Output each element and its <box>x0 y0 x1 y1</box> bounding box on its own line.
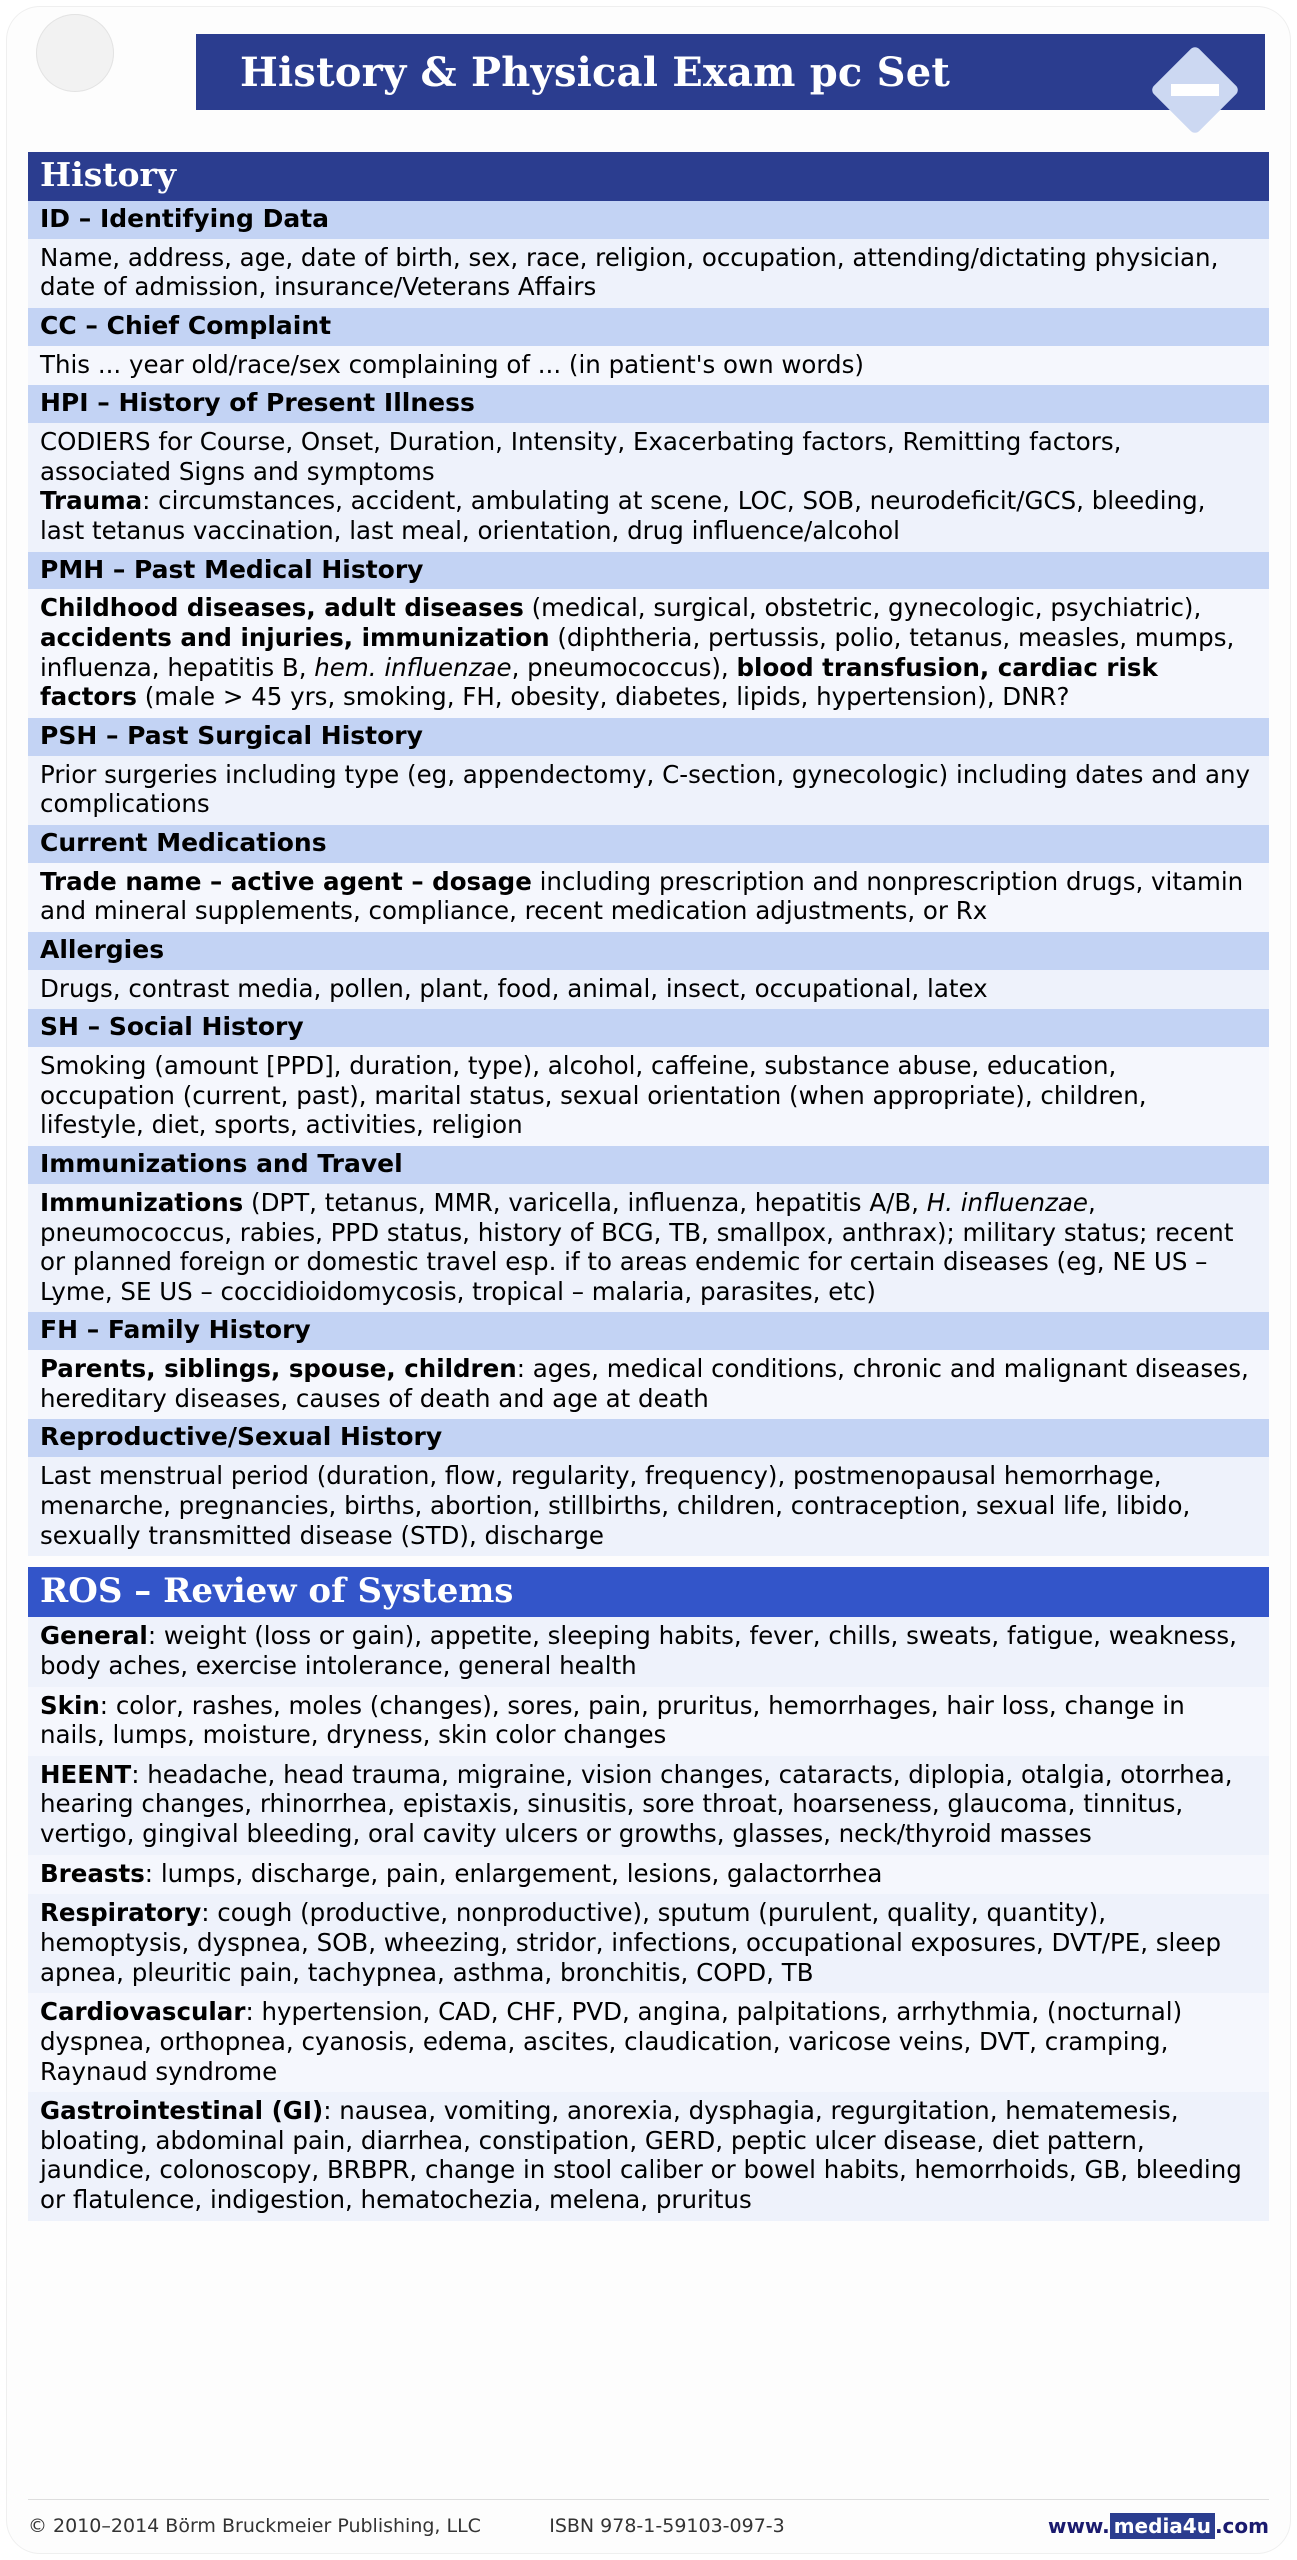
content-row: HEENT: headache, head trauma, migraine, vision changes, cataracts, diplopia, otalgia, otorrhea, hearing changes, rhinorrhea, epistaxis, sinusitis, sore throat, hoarseness, glaucoma, tinnitus, vertigo, gingival bleeding, oral cavity ulcers or growths, glasses, neck/thyroid masses <box>28 1756 1269 1855</box>
section-rows-history <box>28 201 1269 1556</box>
content-row: Name, address, age, date of birth, sex, race, religion, occupation, attending/dictating physician, date of admission, insurance/Veterans Affairs <box>28 239 1269 308</box>
content-row: CODIERS for Course, Onset, Duration, Intensity, Exacerbating factors, Remitting factors, associated Signs and symptoms Trauma: circumstances, accident, ambulating at scene, LOC, SOB, neurodeficit/GCS, bleeding, last tetanus vaccination, last meal, orientation, drug influence/alcohol <box>28 423 1269 552</box>
subsection-header: CC – Chief Complaint <box>28 308 1269 346</box>
publisher-brand <box>971 2513 1269 2539</box>
card-content <box>28 152 1269 2221</box>
section-header-history: History <box>28 152 1269 201</box>
content-row: Parents, siblings, spouse, children: ages, medical conditions, chronic and malignant diseases, hereditary diseases, causes of death and age at death <box>28 1350 1269 1419</box>
content-row: Prior surgeries including type (eg, appendectomy, C-section, gynecologic) including dates and any complications <box>28 756 1269 825</box>
brand-www: www. <box>1047 2514 1110 2538</box>
brand-tld: .com <box>1214 2514 1269 2538</box>
content-row: General: weight (loss or gain), appetite, sleeping habits, fever, chills, sweats, fatigue, weakness, body aches, exercise intolerance, general health <box>28 1617 1269 1686</box>
subsection-header: Reproductive/Sexual History <box>28 1419 1269 1457</box>
subsection-header: PMH – Past Medical History <box>28 552 1269 590</box>
isbn-text: ISBN 978-1-59103-097-3 <box>549 2515 785 2537</box>
content-row: Respiratory: cough (productive, nonproductive), sputum (purulent, quality, quantity), hemoptysis, dyspnea, SOB, wheezing, stridor, infections, occupational exposures, DVT/PE, sleep apnea, pleuritic pain, tachypnea, asthma, bronchitis, COPD, TB <box>28 1894 1269 1993</box>
brand-name: media4u <box>1110 2513 1215 2539</box>
section-rows-ros <box>28 1617 1269 2221</box>
subsection-header: ID – Identifying Data <box>28 201 1269 239</box>
subsection-header: FH – Family History <box>28 1312 1269 1350</box>
content-row: Trade name – active agent – dosage including prescription and nonprescription drugs, vitamin and mineral supplements, compliance, recent medication adjustments, or Rx <box>28 863 1269 932</box>
copyright-text: © 2010–2014 Börm Bruckmeier Publishing, LLC <box>28 2515 481 2537</box>
content-row: Last menstrual period (duration, flow, regularity, frequency), postmenopausal hemorrhage, menarche, pregnancies, births, abortion, stillbirths, children, contraception, sexual life, libido, sexually transmitted disease (STD), discharge <box>28 1457 1269 1556</box>
content-row: Skin: color, rashes, moles (changes), sores, pain, pruritus, hemorrhages, hair loss, change in nails, lumps, moisture, dryness, skin color changes <box>28 1687 1269 1756</box>
content-row: Immunizations (DPT, tetanus, MMR, varicella, influenza, hepatitis A/B, H. influenzae, pneumococcus, rabies, PPD status, history of BCG, TB, smallpox, anthrax); military status; recent or planned foreign or domestic travel esp. if to areas endemic for certain diseases (eg, NE US – Lyme, SE US – coccidioidomycosis, tropical – malaria, parasites, etc) <box>28 1184 1269 1313</box>
title-bar <box>196 34 1265 110</box>
subsection-header: Current Medications <box>28 825 1269 863</box>
subsection-header: SH – Social History <box>28 1009 1269 1047</box>
footer <box>28 2499 1269 2546</box>
content-row: Drugs, contrast media, pollen, plant, food, animal, insect, occupational, latex <box>28 970 1269 1010</box>
page-title: History & Physical Exam pc Set <box>240 48 951 96</box>
subsection-header: PSH – Past Surgical History <box>28 718 1269 756</box>
content-row: This ... year old/race/sex complaining of ... (in patient's own words) <box>28 346 1269 386</box>
subsection-header: Immunizations and Travel <box>28 1146 1269 1184</box>
subsection-header: HPI – History of Present Illness <box>28 385 1269 423</box>
subsection-header: Allergies <box>28 932 1269 970</box>
binder-hole <box>36 14 114 92</box>
content-row: Childhood diseases, adult diseases (medical, surgical, obstetric, gynecologic, psychiatric), accidents and injuries, immunization (diphtheria, pertussis, polio, tetanus, measles, mumps, influenza, hepatitis B, hem. influenzae, pneumococcus), blood transfusion, cardiac risk factors (male > 45 yrs, smoking, FH, obesity, diabetes, lipids, hypertension), DNR? <box>28 589 1269 718</box>
content-row: Smoking (amount [PPD], duration, type), alcohol, caffeine, substance abuse, education, occupation (current, past), marital status, sexual orientation (when appropriate), children, lifestyle, diet, sports, activities, religion <box>28 1047 1269 1146</box>
content-row: Gastrointestinal (GI): nausea, vomiting, anorexia, dysphagia, regurgitation, hematemesis, bloating, abdominal pain, diarrhea, constipation, GERD, peptic ulcer disease, diet pattern, jaundice, colonoscopy, BRBPR, change in stool caliber or bowel habits, hemorrhoids, GB, bleeding or flatulence, indigestion, hematochezia, melena, pruritus <box>28 2092 1269 2221</box>
section-header-ros: ROS – Review of Systems <box>28 1567 1269 1617</box>
content-row: Breasts: lumps, discharge, pain, enlargement, lesions, galactorrhea <box>28 1855 1269 1895</box>
content-row: Cardiovascular: hypertension, CAD, CHF, PVD, angina, palpitations, arrhythmia, (nocturnal) dyspnea, orthopnea, cyanosis, edema, ascites, claudication, varicose veins, DVT, cramping, Raynaud syndrome <box>28 1993 1269 2092</box>
